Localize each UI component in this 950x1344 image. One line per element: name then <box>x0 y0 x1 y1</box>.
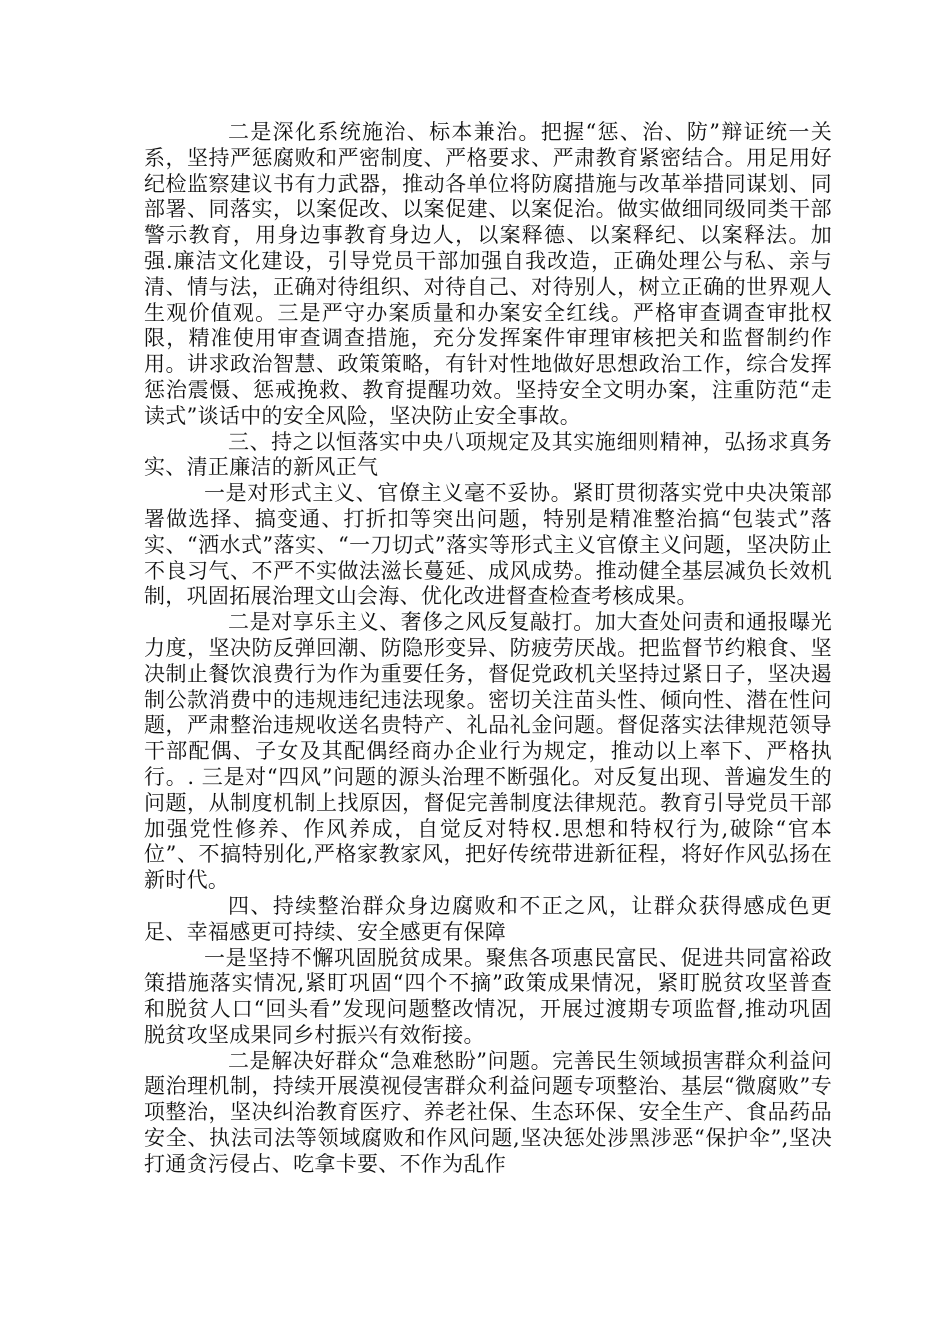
paragraph-deepen-governance: 二是深化系统施治、标本兼治。把握“惩、治、防”辩证统一关系，坚持严惩腐败和严密制度、严格要求、严肃教育紧密结合。用足用好纪检监察建议书有力武器，推动各单位将防腐措施与改革举措同谋划、同部署、同落实，以案促改、以案促建、以案促治。做实做细同级同类干部警示教育，用身边事教育身边人，以案释德、以案释纪、以案释法。加强.廉洁文化建设，引导党员干部加强自我改造，正确处理公与私、亲与清、情与法，正确对待组织、对待自己、对待别人，树立正确的世界观人生观价值观。三是严守办案质量和办案安全红线。严格审查调查审批权限，精准使用审查调查措施，充分发挥案件审理审核把关和监督制约作用。讲求政治智慧、政策策略，有针对性地做好思想政治工作，综合发挥惩治震慑、惩戒挽救、教育提醒功效。坚持安全文明办案，注重防范“走读式”谈话中的安全风险，坚决防止安全事故。 <box>144 120 832 428</box>
paragraph-formalism: 一是对形式主义、官僚主义毫不妥协。紧盯贯彻落实党中央决策部署做选择、搞变通、打折扣等突出问题，特别是精准整治搞“包装式”落实、“洒水式”落实、“一刀切式”落实等形式主义官僚主义问题，坚决防止不良习气、不严不实做法滋长蔓延、成风成势。推动健全基层减负长效机制，巩固拓展治理文山会海、优化改进督查检查考核成果。 <box>144 481 832 609</box>
paragraph-hedonism: 二是对享乐主义、奢侈之风反复敲打。加大查处问责和通报曝光力度，坚决防反弹回潮、防隐形变异、防疲劳厌战。把监督节约粮食、坚决制止餐饮浪费行为作为重要任务，督促党政机关坚持过紧日子，坚决遏制公款消费中的违规违纪违法现象。密切关注苗头性、倾向性、潜在性问题，严肃整治违规收送名贵特产、礼品礼金问题。督促落实法律规范领导干部配偶、子女及其配偶经商办企业行为规定，推动以上率下、严格执行。. 三是对“四风”问题的源头治理不断强化。对反复出现、普遍发生的问题，从制度机制上找原因，督促完善制度法律规范。教育引导党员干部加强党性修养、作风养成，自觉反对特权.思想和特权行为,破除“官本位”、不搞特别化,严格家教家风，把好传统带进新征程，将好作风弘扬在新时代。 <box>144 610 832 893</box>
document-body <box>144 120 832 1178</box>
paragraph-poverty-results: 一是坚持不懈巩固脱贫成果。聚焦各项惠民富民、促进共同富裕政策措施落实情况,紧盯巩固“四个不摘”政策成果情况，紧盯脱贫攻坚普查和脱贫人口“回头看”发现问题整改情况，开展过渡期专项监督,推动巩固脱贫攻坚成果同乡村振兴有效衔接。 <box>144 945 832 1047</box>
paragraph-urgent-issues: 二是解决好群众“急难愁盼”问题。完善民生领域损害群众利益问题治理机制，持续开展漠视侵害群众利益问题专项整治、基层“微腐败”专项整治，坚决纠治教育医疗、养老社保、生态环保、安全生产、食品药品安全、执法司法等领域腐败和作风问题,坚决惩处涉黑涉恶“保护伞”,坚决打通贪污侵占、吃拿卡要、不作为乱作 <box>144 1048 832 1176</box>
section-heading-three: 三、持之以恒落实中央八项规定及其实施细则精神，弘扬求真务实、清正廉洁的新风正气 <box>144 429 832 480</box>
section-heading-four: 四、持续整治群众身边腐败和不正之风，让群众获得感成色更足、幸福感更可持续、安全感更有保障 <box>144 893 832 944</box>
